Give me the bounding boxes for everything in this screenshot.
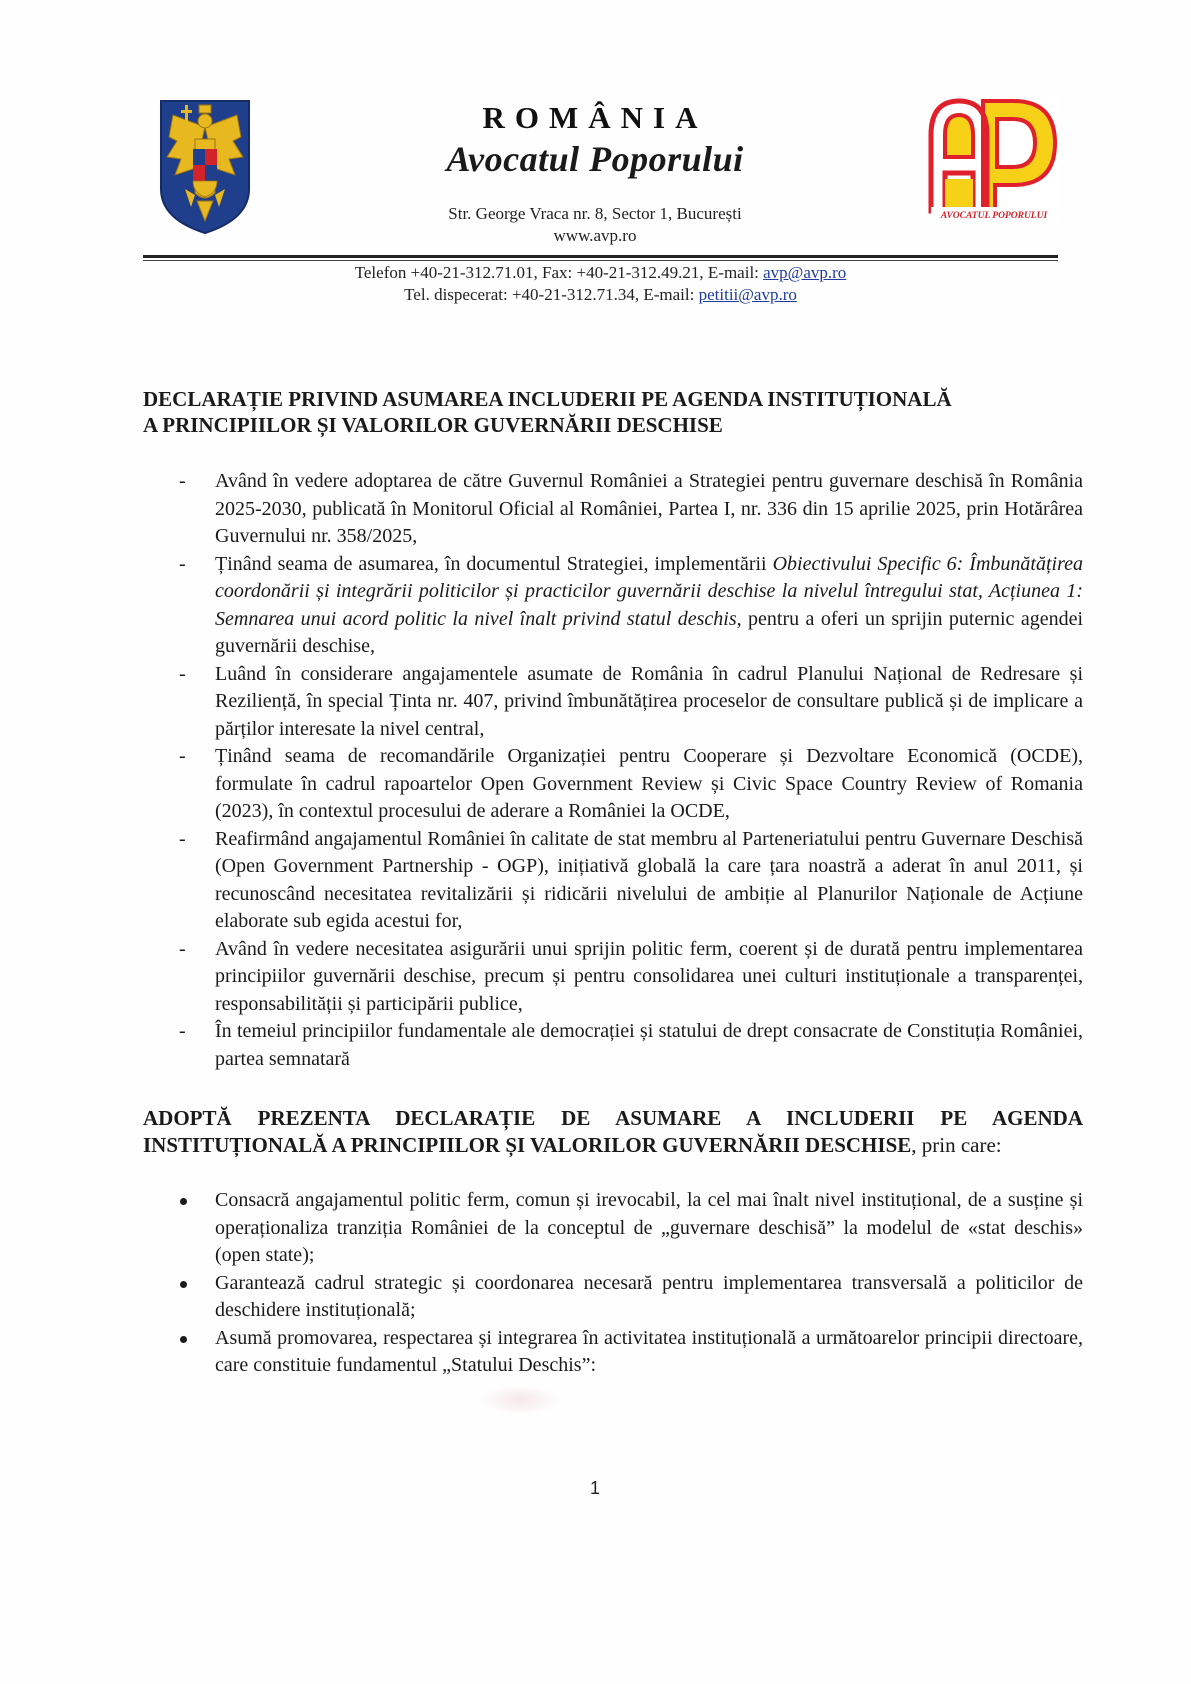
header-divider-thin [143, 260, 1058, 261]
list-item-text: În temeiul principiilor fundamentale ale democrației și statului de drept consacrate de Constituția României, partea semnatară [215, 1020, 1083, 1070]
list-item [143, 743, 1083, 826]
list-item [143, 1018, 1083, 1073]
phone-fax-text: Telefon +40-21-312.71.01, Fax: +40-21-312.49.21, E-mail: [354, 263, 764, 282]
list-item [143, 661, 1083, 744]
page-number: 1 [589, 1478, 600, 1498]
dash-marker: - [179, 470, 186, 492]
dash-marker: - [179, 552, 186, 575]
commitments-list [143, 1187, 1083, 1380]
bullet-icon [180, 1336, 187, 1343]
considerations-list [143, 468, 1083, 1073]
list-item-text: Având în vedere necesitatea asigurării unui sprijin politic ferm, coerent și de durată pentru implementarea principiilor guvernării deschise, precum și pentru consolidarea unei culturi instituționale a transparenței, responsabilității și participării publice, [215, 937, 1083, 1015]
list-item-text: Asumă promovarea, respectarea și integrarea în activitatea instituțională a următoarelor principii directoare, care constituie fundamentul „Statului Deschis”: [215, 1326, 1083, 1376]
dash-marker: - [179, 937, 186, 960]
email-link-avp[interactable]: avp@avp.ro [763, 263, 847, 282]
adoption-clause [143, 1105, 1083, 1159]
list-item [143, 551, 1083, 661]
coat-of-arms-icon [155, 97, 255, 237]
adoption-rest: , prin care: [911, 1133, 1002, 1157]
website[interactable]: www.avp.ro [553, 226, 637, 245]
dash-marker: - [179, 827, 186, 850]
list-item [143, 1187, 1083, 1270]
email-link-petitii[interactable]: petitii@avp.ro [698, 285, 797, 304]
dash-marker: - [179, 745, 186, 767]
address-block [380, 203, 810, 247]
phone-line [143, 262, 1058, 284]
bullet-icon [180, 1198, 187, 1205]
logo-caption: AVOCATUL POPORULUI [940, 211, 1048, 221]
avocatul-poporului-logo [925, 95, 1060, 230]
list-item-text-italic: Obiectivului Specific 6: Îmbunătățirea coordonării și integrării politicilor și practicilor guvernării deschise la nivelul întregului stat, Acțiunea 1: Semnarea unui acord politic la nivel înalt privind statul deschis [215, 552, 1083, 630]
list-item [143, 826, 1083, 936]
header-divider-thick [143, 255, 1058, 258]
street-address: Str. George Vraca nr. 8, Sector 1, București [448, 204, 742, 223]
list-item-text: Reafirmând angajamentul României în calitate de stat membru al Parteneriatului pentru Guvernare Deschisă (Open Government Partnership - OGP), inițiativă globală la care țara noastră a aderat în anul 2011, și recunoscând necesitatea revitalizării și ridicării nivelului de ambiție al Planurilor Naționale de Acțiune elaborate sub egida acestui for, [215, 827, 1083, 932]
declaration-title [143, 386, 1083, 438]
list-item-text: Consacră angajamentul politic ferm, comun și irevocabil, la cel mai înalt nivel instituțional, de a susține și operaționaliza tranziția României de la conceptul de „guvernare deschisă” la modelul de «stat deschis» (open state); [215, 1189, 1083, 1266]
list-item [143, 936, 1083, 1019]
list-item-text-end: , pentru a oferi un sprijin puternic agendei guvernării deschise, [215, 607, 1084, 657]
list-item-text: Garantează cadrul strategic și coordonarea necesară pentru implementarea transversală a politicilor de deschidere instituțională; [215, 1271, 1083, 1321]
country-name: ROMÂNIA [482, 100, 708, 135]
dash-marker: - [179, 1020, 186, 1042]
bullet-icon [180, 1281, 187, 1288]
list-item [143, 1270, 1083, 1325]
list-item [143, 468, 1083, 551]
institution-name: Avocatul Poporului [446, 139, 744, 179]
list-item-text: Având în vedere adoptarea de către Guvernul României a Strategiei pentru guvernare deschisă în România 2025-2030, publicată în Monitorul Oficial al României, Partea I, nr. 336 din 15 aprilie 2025, prin Hotărârea Guvernului nr. 358/2025, [215, 470, 1083, 547]
list-item-text-start: Ținând seama de asumarea, în documentul Strategiei, implementării [215, 552, 773, 575]
list-item [143, 1325, 1083, 1380]
adoption-heading: ADOPTĂ PREZENTA DECLARAȚIE DE ASUMARE A INCLUDERII PE AGENDA INSTITUȚIONALĂ A PRINCIPIILOR ȘI VALORILOR GUVERNĂRII DESCHISE [143, 1106, 1083, 1157]
title-line-2: A PRINCIPIILOR ȘI VALORILOR GUVERNĂRII DESCHISE [143, 413, 723, 437]
contact-block [143, 262, 1058, 306]
dispatch-line [143, 284, 1058, 306]
dash-marker: - [179, 662, 186, 685]
list-item-text: Ținând seama de recomandările Organizației pentru Cooperare și Dezvoltare Economică (OCDE), formulate în cadrul rapoartelor Open Government Review și Civic Space Country Review of Romania (2023), în contextul procesului de aderare a României la OCDE, [215, 745, 1083, 822]
scan-smudge [480, 1385, 560, 1415]
dispatch-phone-text: Tel. dispecerat: +40-21-312.71.34, E-mail: [404, 285, 699, 304]
list-item-text: Luând în considerare angajamentele asumate de România în cadrul Planului Național de Redresare și Reziliență, în special Ținta nr. 407, privind îmbunătățirea proceselor de consultare publică și de implicare a părților interesate la nivel central, [215, 662, 1083, 740]
title-line-1: DECLARAȚIE PRIVIND ASUMAREA INCLUDERII PE AGENDA INSTITUȚIONALĂ [143, 387, 952, 411]
